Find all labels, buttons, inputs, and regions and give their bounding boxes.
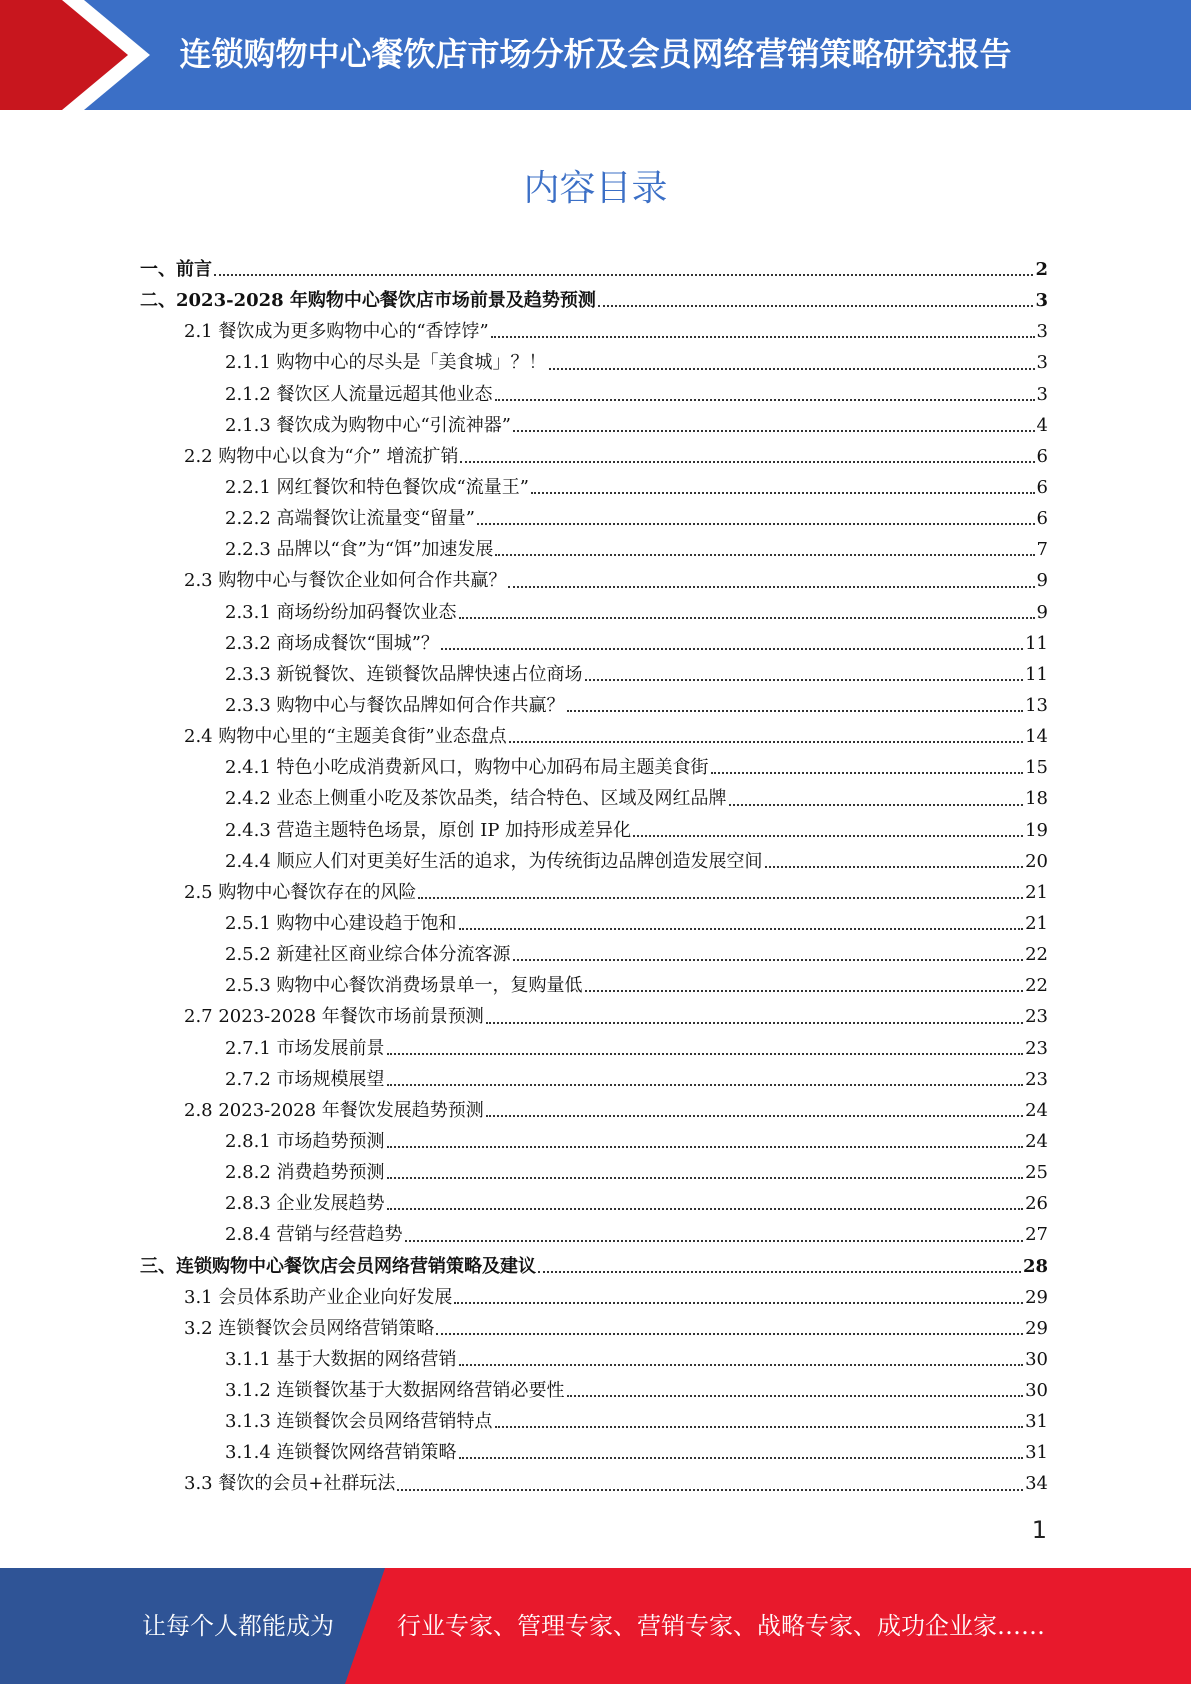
toc-entry[interactable] bbox=[140, 441, 1048, 472]
toc-entry-page: 23 bbox=[1025, 1037, 1048, 1059]
toc-entry[interactable] bbox=[140, 659, 1048, 690]
toc-entry-title: 二、2023-2028 年购物中心餐饮店市场前景及趋势预测 bbox=[140, 290, 596, 312]
footer-slogan-left: 让每个人都能成为 bbox=[142, 1612, 334, 1640]
toc-entry[interactable] bbox=[140, 783, 1048, 814]
toc-entry-title: 3.3 餐饮的会员+社群玩法 bbox=[184, 1473, 396, 1495]
toc-entry-page: 29 bbox=[1025, 1317, 1048, 1339]
toc-dot-leader bbox=[387, 1177, 1024, 1179]
toc-entry-page: 11 bbox=[1025, 663, 1048, 685]
toc-entry-page: 13 bbox=[1025, 694, 1048, 716]
toc-dot-leader bbox=[495, 554, 1034, 556]
toc-entry-page: 6 bbox=[1036, 445, 1048, 467]
toc-entry-page: 22 bbox=[1025, 975, 1048, 997]
toc-entry-title: 2.3.2 商场成餐饮“围城”？ bbox=[225, 632, 439, 654]
toc-entry[interactable] bbox=[140, 1064, 1048, 1095]
toc-entry-title: 2.4 购物中心里的“主题美食街”业态盘点 bbox=[184, 726, 507, 748]
table-of-contents bbox=[140, 254, 1048, 1500]
toc-entry[interactable] bbox=[140, 379, 1048, 410]
toc-entry[interactable] bbox=[140, 285, 1048, 316]
toc-dot-leader bbox=[549, 368, 1035, 370]
toc-dot-leader bbox=[214, 274, 1033, 276]
toc-entry-title: 2.2.2 高端餐饮让流量变“留量” bbox=[225, 508, 475, 530]
toc-entry-title: 2.5.3 购物中心餐饮消费场景单一，复购量低 bbox=[225, 975, 583, 997]
toc-dot-leader bbox=[711, 772, 1024, 774]
toc-entry[interactable] bbox=[140, 721, 1048, 752]
toc-entry-page: 27 bbox=[1025, 1224, 1048, 1246]
toc-entry[interactable] bbox=[140, 503, 1048, 534]
toc-dot-leader bbox=[454, 1302, 1023, 1304]
toc-entry-title: 一、前言 bbox=[140, 259, 212, 280]
toc-entry[interactable] bbox=[140, 254, 1048, 285]
toc-entry-title: 2.1.3 餐饮成为购物中心“引流神器” bbox=[225, 414, 511, 436]
toc-entry-page: 3 bbox=[1036, 352, 1048, 374]
toc-entry[interactable] bbox=[140, 1095, 1048, 1126]
toc-entry[interactable] bbox=[140, 1375, 1048, 1406]
toc-entry[interactable] bbox=[140, 1001, 1048, 1032]
toc-entry-page: 23 bbox=[1025, 1006, 1048, 1028]
toc-entry-page: 4 bbox=[1036, 414, 1048, 436]
toc-dot-leader bbox=[585, 679, 1024, 681]
toc-entry[interactable] bbox=[140, 1344, 1048, 1375]
page-number: 1 bbox=[1031, 1516, 1047, 1544]
toc-entry-title: 3.1 会员体系助产业企业向好发展 bbox=[184, 1286, 453, 1308]
toc-entry-title: 2.4.2 业态上侧重小吃及茶饮品类，结合特色、区域及网红品牌 bbox=[225, 788, 727, 810]
toc-entry-title: 2.8.3 企业发展趋势 bbox=[225, 1193, 385, 1215]
toc-entry[interactable] bbox=[140, 1219, 1048, 1250]
toc-entry-title: 2.2.3 品牌以“食”为“饵”加速发展 bbox=[225, 539, 494, 561]
toc-entry-title: 2.2 购物中心以食为“介” 增流扩销 bbox=[184, 445, 459, 467]
toc-entry[interactable] bbox=[140, 1313, 1048, 1344]
toc-dot-leader bbox=[491, 336, 1035, 338]
toc-entry[interactable] bbox=[140, 815, 1048, 846]
toc-entry-page: 3 bbox=[1036, 321, 1048, 343]
chevron-arrow-icon bbox=[0, 0, 160, 110]
toc-entry-page: 29 bbox=[1025, 1286, 1048, 1308]
toc-entry-page: 9 bbox=[1036, 601, 1048, 623]
toc-entry-page: 28 bbox=[1022, 1255, 1048, 1277]
toc-entry[interactable] bbox=[140, 565, 1048, 596]
toc-entry-title: 2.4.1 特色小吃成消费新风口，购物中心加码布局主题美食街 bbox=[225, 757, 709, 779]
toc-dot-leader bbox=[387, 1084, 1024, 1086]
toc-entry-title: 2.7.1 市场发展前景 bbox=[225, 1037, 385, 1059]
toc-entry[interactable] bbox=[140, 1157, 1048, 1188]
toc-dot-leader bbox=[418, 897, 1023, 899]
header-banner bbox=[0, 0, 1191, 110]
toc-dot-leader bbox=[585, 990, 1024, 992]
toc-entry[interactable] bbox=[140, 472, 1048, 503]
toc-dot-leader bbox=[436, 1333, 1023, 1335]
toc-entry-title: 2.1 餐饮成为更多购物中心的“香饽饽” bbox=[184, 321, 489, 343]
toc-entry-page: 31 bbox=[1025, 1411, 1048, 1433]
toc-entry-page: 30 bbox=[1025, 1380, 1048, 1402]
toc-entry-title: 2.3.1 商场纷纷加码餐饮业态 bbox=[225, 601, 457, 623]
toc-entry-page: 34 bbox=[1025, 1473, 1048, 1495]
toc-entry[interactable] bbox=[140, 1251, 1048, 1282]
toc-entry[interactable] bbox=[140, 316, 1048, 347]
toc-entry-page: 23 bbox=[1025, 1068, 1048, 1090]
toc-dot-leader bbox=[387, 1053, 1024, 1055]
toc-entry-page: 24 bbox=[1025, 1130, 1048, 1152]
toc-dot-leader bbox=[598, 305, 1034, 307]
toc-entry-title: 2.8 2023-2028 年餐饮发展趋势预测 bbox=[184, 1099, 484, 1121]
toc-entry-page: 24 bbox=[1025, 1099, 1048, 1121]
toc-dot-leader bbox=[387, 1208, 1024, 1210]
toc-entry-page: 9 bbox=[1036, 570, 1048, 592]
toc-entry[interactable] bbox=[140, 534, 1048, 565]
toc-entry-page: 22 bbox=[1025, 944, 1048, 966]
toc-entry-page: 21 bbox=[1025, 881, 1048, 903]
toc-entry-page: 21 bbox=[1025, 912, 1048, 934]
toc-entry-title: 2.3.3 购物中心与餐饮品牌如何合作共赢？ bbox=[225, 694, 565, 716]
toc-dot-leader bbox=[513, 959, 1024, 961]
toc-entry-page: 26 bbox=[1025, 1193, 1048, 1215]
toc-entry-title: 2.2.1 网红餐饮和特色餐饮成“流量王” bbox=[225, 476, 529, 498]
toc-dot-leader bbox=[531, 492, 1035, 494]
toc-entry-page: 3 bbox=[1036, 383, 1048, 405]
toc-entry-title: 2.5.1 购物中心建设趋于饱和 bbox=[225, 912, 457, 934]
toc-dot-leader bbox=[387, 1146, 1024, 1148]
toc-dot-leader bbox=[513, 430, 1035, 432]
footer-slogan-right: 行业专家、管理专家、营销专家、战略专家、成功企业家…… bbox=[397, 1612, 1045, 1640]
toc-dot-leader bbox=[459, 1457, 1024, 1459]
toc-entry[interactable] bbox=[140, 597, 1048, 628]
document-title: 连锁购物中心餐饮店市场分析及会员网络营销策略研究报告 bbox=[179, 35, 1012, 73]
toc-entry-page: 6 bbox=[1036, 508, 1048, 530]
toc-entry[interactable] bbox=[140, 1406, 1048, 1437]
toc-entry-title: 3.1.4 连锁餐饮网络营销策略 bbox=[225, 1442, 457, 1464]
toc-entry-page: 2 bbox=[1035, 259, 1048, 280]
toc-entry-title: 3.1.2 连锁餐饮基于大数据网络营销必要性 bbox=[225, 1380, 565, 1402]
toc-dot-leader bbox=[459, 928, 1024, 930]
toc-entry[interactable] bbox=[140, 347, 1048, 378]
toc-entry-title: 3.2 连锁餐饮会员网络营销策略 bbox=[184, 1317, 435, 1339]
toc-dot-leader bbox=[633, 835, 1023, 837]
toc-entry-page: 7 bbox=[1036, 539, 1048, 561]
toc-entry-title: 2.5 购物中心餐饮存在的风险 bbox=[184, 881, 417, 903]
toc-dot-leader bbox=[508, 586, 1034, 588]
toc-entry-title: 三、连锁购物中心餐饮店会员网络营销策略及建议 bbox=[140, 1255, 536, 1277]
toc-dot-leader bbox=[495, 1426, 1024, 1428]
toc-dot-leader bbox=[405, 1240, 1024, 1242]
toc-entry-title: 2.7 2023-2028 年餐饮市场前景预测 bbox=[184, 1006, 484, 1028]
toc-entry-page: 14 bbox=[1025, 726, 1048, 748]
toc-dot-leader bbox=[729, 804, 1024, 806]
toc-entry-title: 2.7.2 市场规模展望 bbox=[225, 1068, 385, 1090]
toc-dot-leader bbox=[477, 523, 1035, 525]
toc-entry-page: 19 bbox=[1025, 819, 1048, 841]
footer-banner bbox=[0, 1568, 1191, 1684]
toc-entry[interactable] bbox=[140, 1126, 1048, 1157]
toc-entry-title: 2.3 购物中心与餐饮企业如何合作共赢？ bbox=[184, 570, 507, 592]
toc-entry[interactable] bbox=[140, 846, 1048, 877]
toc-entry[interactable] bbox=[140, 908, 1048, 939]
toc-entry-title: 3.1.1 基于大数据的网络营销 bbox=[225, 1348, 457, 1370]
toc-entry-page: 31 bbox=[1025, 1442, 1048, 1464]
toc-entry[interactable] bbox=[140, 690, 1048, 721]
toc-entry-title: 2.8.1 市场趋势预测 bbox=[225, 1130, 385, 1152]
toc-entry-title: 2.4.3 营造主题特色场景，原创 IP 加持形成差异化 bbox=[225, 819, 632, 841]
toc-entry-page: 25 bbox=[1025, 1162, 1048, 1184]
toc-entry-title: 2.1.2 餐饮区人流量远超其他业态 bbox=[225, 383, 493, 405]
toc-dot-leader bbox=[495, 399, 1035, 401]
toc-dot-leader bbox=[460, 461, 1034, 463]
toc-entry[interactable] bbox=[140, 970, 1048, 1001]
toc-dot-leader bbox=[459, 617, 1035, 619]
toc-entry-page: 11 bbox=[1025, 632, 1048, 654]
toc-dot-leader bbox=[538, 1271, 1021, 1273]
toc-entry-page: 20 bbox=[1025, 850, 1048, 872]
toc-entry-title: 2.5.2 新建社区商业综合体分流客源 bbox=[225, 944, 511, 966]
toc-entry[interactable] bbox=[140, 752, 1048, 783]
toc-heading: 内容目录 bbox=[523, 168, 668, 209]
toc-entry-page: 6 bbox=[1036, 476, 1048, 498]
toc-dot-leader bbox=[567, 1395, 1024, 1397]
toc-entry-page: 30 bbox=[1025, 1348, 1048, 1370]
toc-entry[interactable] bbox=[140, 410, 1048, 441]
toc-entry-title: 2.4.4 顺应人们对更美好生活的追求，为传统街边品牌创造发展空间 bbox=[225, 850, 763, 872]
toc-entry[interactable] bbox=[140, 1033, 1048, 1064]
toc-entry-title: 2.1.1 购物中心的尽头是「美食城」？！ bbox=[225, 352, 547, 374]
toc-entry-title: 3.1.3 连锁餐饮会员网络营销特点 bbox=[225, 1411, 493, 1433]
toc-entry-page: 18 bbox=[1025, 788, 1048, 810]
toc-dot-leader bbox=[397, 1489, 1023, 1491]
toc-entry-page: 15 bbox=[1025, 757, 1048, 779]
toc-dot-leader bbox=[486, 1115, 1023, 1117]
toc-dot-leader bbox=[509, 741, 1023, 743]
toc-entry-title: 2.3.3 新锐餐饮、连锁餐饮品牌快速占位商场 bbox=[225, 663, 583, 685]
toc-dot-leader bbox=[486, 1022, 1023, 1024]
toc-entry[interactable] bbox=[140, 877, 1048, 908]
toc-dot-leader bbox=[765, 866, 1024, 868]
toc-entry-page: 3 bbox=[1035, 290, 1048, 312]
toc-entry[interactable] bbox=[140, 628, 1048, 659]
toc-dot-leader bbox=[441, 648, 1023, 650]
toc-entry[interactable] bbox=[140, 1188, 1048, 1219]
toc-entry[interactable] bbox=[140, 1437, 1048, 1468]
toc-dot-leader bbox=[567, 710, 1024, 712]
toc-entry[interactable] bbox=[140, 939, 1048, 970]
toc-entry[interactable] bbox=[140, 1282, 1048, 1313]
toc-entry-title: 2.8.4 营销与经营趋势 bbox=[225, 1224, 403, 1246]
toc-entry-title: 2.8.2 消费趋势预测 bbox=[225, 1162, 385, 1184]
toc-dot-leader bbox=[459, 1364, 1024, 1366]
toc-entry[interactable] bbox=[140, 1468, 1048, 1499]
